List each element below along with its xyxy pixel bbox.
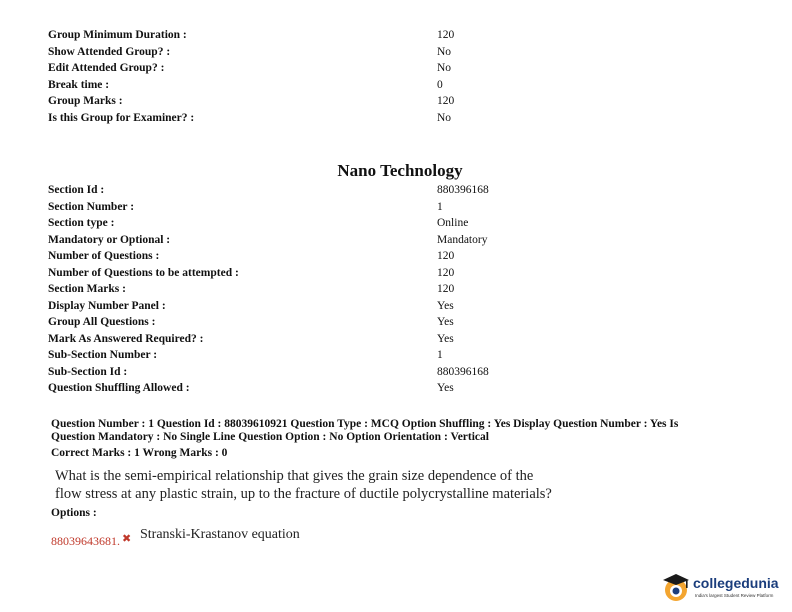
setting-row (48, 314, 748, 330)
setting-label: Sub-Section Id : (48, 366, 128, 378)
question-text-line-1: What is the semi-empirical relationship that gives the grain size dependence of the (55, 468, 534, 484)
setting-value: 1 (437, 201, 443, 213)
setting-label: Group Minimum Duration : (48, 29, 187, 41)
setting-row (48, 232, 748, 248)
setting-value: Online (437, 217, 469, 229)
question-text-line-2: flow stress at any plastic strain, up to the fracture of ductile polycrystalline materials? (55, 486, 552, 502)
setting-label: Mark As Answered Required? : (48, 333, 204, 345)
setting-label: Display Number Panel : (48, 300, 166, 312)
setting-value: 1 (437, 349, 443, 361)
option-text: Stranski-Krastanov equation (140, 527, 300, 542)
setting-value: No (437, 112, 452, 124)
setting-value: 0 (437, 79, 443, 91)
setting-value: Yes (437, 316, 454, 328)
setting-row (48, 93, 748, 109)
question-meta-line-1: Question Number : 1 Question Id : 88039610921 Question Type : MCQ Option Shuffling : Yes Display Question Number : Yes Is (51, 418, 679, 430)
question-marks: Correct Marks : 1 Wrong Marks : 0 (51, 447, 228, 459)
setting-value: Yes (437, 333, 454, 345)
setting-row (48, 364, 748, 380)
setting-value: No (437, 46, 452, 58)
setting-label: Section Marks : (48, 283, 126, 295)
setting-label: Group All Questions : (48, 316, 156, 328)
options-label: Options : (51, 507, 97, 519)
setting-value: No (437, 62, 452, 74)
setting-label: Mandatory or Optional : (48, 234, 171, 246)
setting-row (48, 110, 748, 126)
setting-row (48, 248, 748, 264)
setting-row (48, 199, 748, 215)
setting-value: Yes (437, 300, 454, 312)
setting-row (48, 265, 748, 281)
setting-label: Break time : (48, 79, 110, 91)
section-title: Nano Technology (337, 161, 463, 180)
setting-row (48, 77, 748, 93)
logo-tagline: India's largest Student Review Platform (695, 593, 774, 598)
setting-row (48, 298, 748, 314)
setting-label: Is this Group for Examiner? : (48, 112, 195, 124)
setting-value: 880396168 (437, 366, 489, 378)
setting-label: Sub-Section Number : (48, 349, 158, 361)
setting-value: 120 (437, 283, 455, 295)
setting-value: 120 (437, 250, 455, 262)
setting-label: Section type : (48, 217, 115, 229)
graduation-cap-icon (660, 571, 692, 603)
setting-row (48, 331, 748, 347)
setting-label: Section Id : (48, 184, 105, 196)
setting-row (48, 347, 748, 363)
collegedunia-logo (660, 570, 785, 604)
setting-row (48, 60, 748, 76)
question-meta-line-2: Question Mandatory : No Single Line Question Option : No Option Orientation : Vertical (51, 431, 489, 443)
setting-row (48, 182, 748, 198)
setting-label: Show Attended Group? : (48, 46, 171, 58)
logo-wordmark: collegedunia (693, 575, 779, 591)
setting-value: 880396168 (437, 184, 489, 196)
setting-label: Section Number : (48, 201, 135, 213)
setting-row (48, 27, 748, 43)
option-id: 88039643681. (51, 534, 120, 548)
wrong-mark-icon: ✖ (122, 533, 132, 545)
setting-label: Question Shuffling Allowed : (48, 382, 190, 394)
setting-value: Mandatory (437, 234, 488, 246)
setting-label: Edit Attended Group? : (48, 62, 165, 74)
setting-row (48, 44, 748, 60)
setting-label: Number of Questions : (48, 250, 160, 262)
setting-value: 120 (437, 267, 455, 279)
setting-row (48, 215, 748, 231)
setting-value: 120 (437, 95, 455, 107)
setting-label: Group Marks : (48, 95, 123, 107)
setting-value: Yes (437, 382, 454, 394)
setting-label: Number of Questions to be attempted : (48, 267, 239, 279)
setting-row (48, 380, 748, 396)
setting-row (48, 281, 748, 297)
setting-value: 120 (437, 29, 455, 41)
